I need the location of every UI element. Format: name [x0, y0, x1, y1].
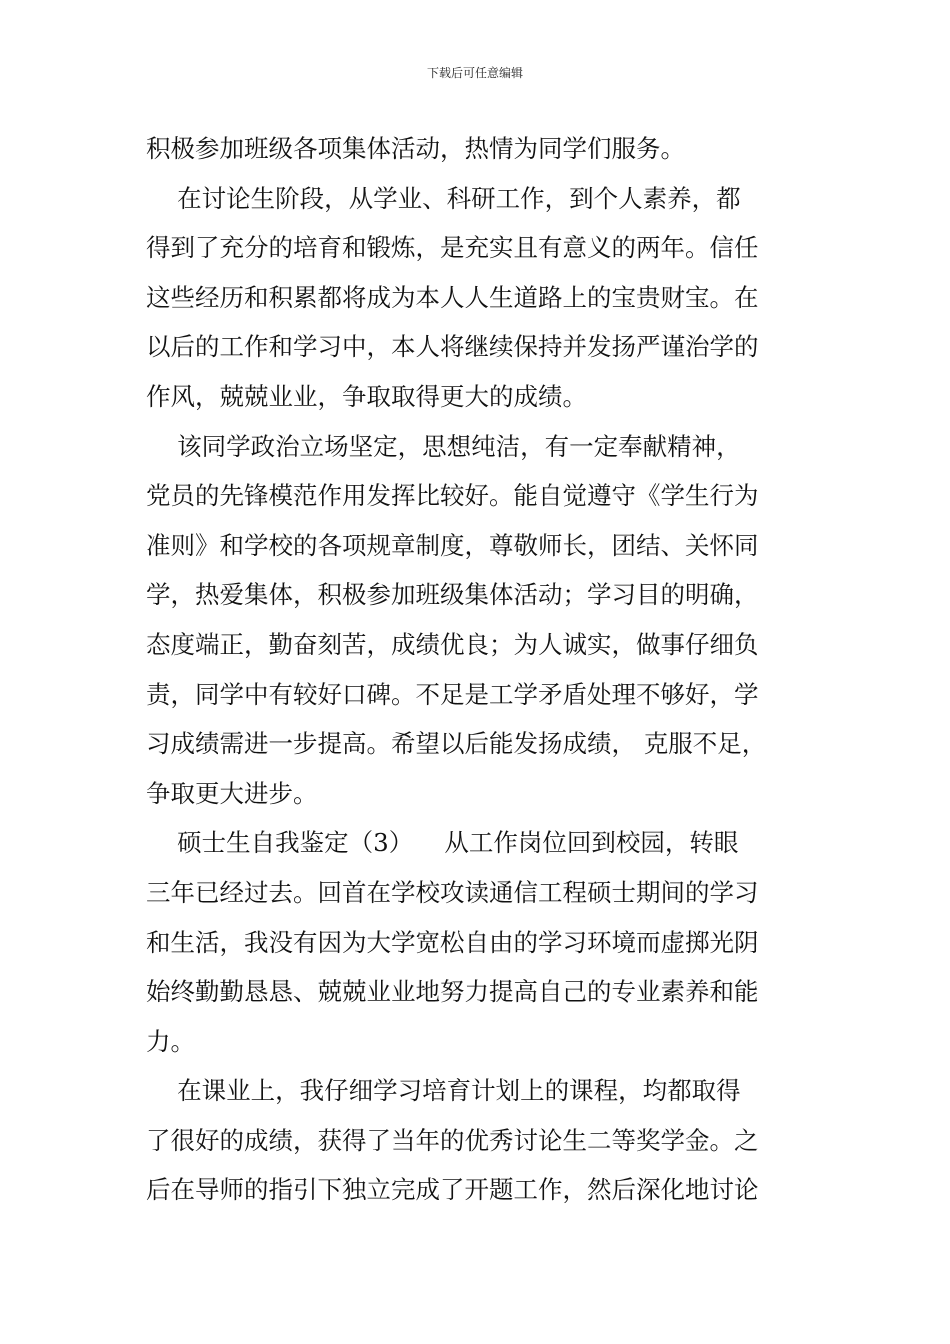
text-line: 该同学政治立场坚定，思想纯洁，有一定奉献精神， [146, 431, 741, 461]
text-line: 后在导师的指引下独立完成了开题工作，然后深化地讨论 [146, 1175, 759, 1205]
text-line: 和生活，我没有因为大学宽松自由的学习环境而虚掷光阴 [146, 927, 759, 957]
text-line: 准则》和学校的各项规章制度，尊敬师长，团结、关怀同 [146, 530, 759, 560]
text-line: 党员的先锋模范作用发挥比较好。能自觉遵守《学生行为 [146, 481, 759, 511]
document-body [146, 124, 806, 1215]
text-line: 习成绩需进一步提高。希望以后能发扬成绩， 克服不足， [146, 729, 767, 759]
text-line: 以后的工作和学习中，本人将继续保持并发扬严谨治学的 [146, 332, 759, 362]
text-line: 在讨论生阶段，从学业、科研工作，到个人素养，都 [146, 183, 741, 213]
text-line: 作风，兢兢业业，争取取得更大的成绩。 [146, 381, 587, 411]
page-header: 下载后可任意编辑 [426, 66, 523, 80]
text-line: 始终勤勤恳恳、兢兢业业地努力提高自己的专业素养和能 [146, 977, 759, 1007]
text-line: 了很好的成绩，获得了当年的优秀讨论生二等奖学金。之 [146, 1125, 759, 1155]
text-line: 力。 [146, 1026, 195, 1056]
text-line: 这些经历和积累都将成为本人人生道路上的宝贵财宝。在 [146, 282, 759, 312]
text-line: 在课业上，我仔细学习培育计划上的课程，均都取得 [146, 1076, 741, 1106]
text-line: 得到了充分的培育和锻炼，是充实且有意义的两年。信任 [146, 233, 759, 263]
text-line: 态度端正，勤奋刻苦，成绩优良；为人诚实，做事仔细负 [146, 629, 759, 659]
text-line: 硕士生自我鉴定（3） 从工作岗位回到校园，转眼 [146, 828, 739, 858]
text-line: 学，热爱集体，积极参加班级集体活动；学习目的明确， [146, 580, 759, 610]
text-line: 三年已经过去。回首在学校攻读通信工程硕士期间的学习 [146, 877, 759, 907]
text-line: 积极参加班级各项集体活动，热情为同学们服务。 [146, 134, 685, 163]
text-line: 责，同学中有较好口碑。不足是工学矛盾处理不够好，学 [146, 679, 759, 709]
text-line: 争取更大进步。 [146, 778, 318, 808]
